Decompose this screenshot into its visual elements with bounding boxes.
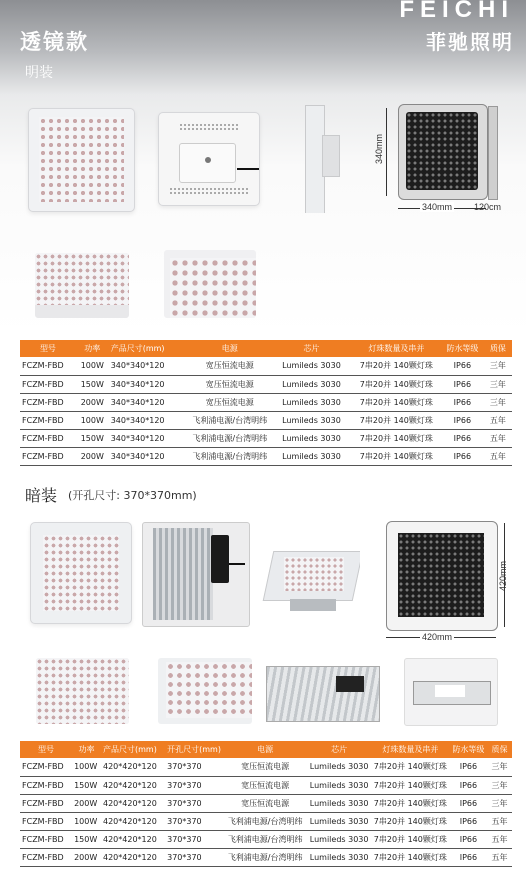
dimension-drawing-recessed bbox=[380, 517, 520, 647]
table-header-cell: 电源 bbox=[257, 745, 274, 754]
dimension-height-surface: 340mm bbox=[374, 133, 385, 165]
table-cell: Lumileds 3030 bbox=[307, 776, 371, 794]
table-cell: Lumileds 3030 bbox=[271, 375, 351, 393]
table-cell: 7串20并 140颗灯珠 bbox=[352, 357, 441, 375]
table-row bbox=[20, 393, 512, 411]
product-photo-recessed-front bbox=[30, 522, 132, 624]
product-detail-photo-5 bbox=[260, 660, 384, 726]
table-cell: 宽压恒流电源 bbox=[188, 357, 271, 375]
table-cell: 340*340*120 bbox=[109, 429, 189, 447]
table-cell: 五年 bbox=[484, 447, 512, 465]
table-cell: FCZM-FBD bbox=[20, 794, 72, 812]
table-cell: 宽压恒流电源 bbox=[223, 794, 307, 812]
table-cell: IP66 bbox=[441, 357, 484, 375]
table-header-cell: 芯片 bbox=[331, 745, 348, 754]
table-cell: 三年 bbox=[484, 375, 512, 393]
table-cell: FCZM-FBD bbox=[20, 447, 76, 465]
table-cell: 五年 bbox=[484, 411, 512, 429]
section-title-recessed: 暗装 bbox=[25, 486, 58, 505]
table-cell: 五年 bbox=[487, 848, 512, 866]
table-cell: 宽压恒流电源 bbox=[223, 776, 307, 794]
table-cell: 7串20并 140颗灯珠 bbox=[352, 393, 441, 411]
table-cell: 420*420*120 bbox=[101, 848, 165, 866]
table-cell: FCZM-FBD bbox=[20, 812, 72, 830]
table-cell: 三年 bbox=[484, 393, 512, 411]
table-cell: Lumileds 3030 bbox=[307, 794, 371, 812]
table-cell: IP66 bbox=[450, 830, 487, 848]
table-cell: Lumileds 3030 bbox=[271, 411, 351, 429]
table-cell: 五年 bbox=[487, 812, 512, 830]
table-cell: 150W bbox=[72, 776, 101, 794]
table-header-cell: 开孔尺寸(mm) bbox=[167, 745, 221, 754]
table-cell: IP66 bbox=[450, 794, 487, 812]
table-cell: FCZM-FBD bbox=[20, 429, 76, 447]
table-cell: 420*420*120 bbox=[101, 776, 165, 794]
table-cell: 370*370 bbox=[165, 758, 223, 776]
table-cell: FCZM-FBD bbox=[20, 393, 76, 411]
table-row bbox=[20, 794, 512, 812]
table-cell: 340*340*120 bbox=[109, 357, 189, 375]
table-cell: FCZM-FBD bbox=[20, 758, 72, 776]
dimension-drawing-surface bbox=[374, 100, 520, 220]
table-cell: Lumileds 3030 bbox=[271, 447, 351, 465]
table-row bbox=[20, 411, 512, 429]
table-cell: 7串20并 140颗灯珠 bbox=[352, 375, 441, 393]
table-cell: 100W bbox=[76, 357, 109, 375]
table-cell: 飞利浦电源/台湾明纬 bbox=[188, 411, 271, 429]
table-cell: 宽压恒流电源 bbox=[223, 758, 307, 776]
table-cell: 200W bbox=[72, 848, 101, 866]
table-cell: 200W bbox=[72, 794, 101, 812]
dimension-width-recessed: 420mm bbox=[422, 632, 453, 642]
product-photo-side bbox=[300, 105, 340, 213]
table-cell: Lumileds 3030 bbox=[307, 758, 371, 776]
table-cell: Lumileds 3030 bbox=[307, 812, 371, 830]
table-cell: 飞利浦电源/台湾明纬 bbox=[188, 429, 271, 447]
table-header-cell: 灯珠数量及串并 bbox=[382, 745, 439, 754]
table-header-cell: 防水等级 bbox=[446, 344, 479, 353]
table-row bbox=[20, 375, 512, 393]
table-cell: 370*370 bbox=[165, 794, 223, 812]
product-detail-photo-1 bbox=[35, 253, 129, 318]
table-cell: 五年 bbox=[487, 830, 512, 848]
table-cell: FCZM-FBD bbox=[20, 830, 72, 848]
table-header-cell: 型号 bbox=[39, 344, 56, 353]
table-cell: 370*370 bbox=[165, 830, 223, 848]
table-cell: 420*420*120 bbox=[101, 830, 165, 848]
table-cell: 370*370 bbox=[165, 812, 223, 830]
table-cell: IP66 bbox=[441, 447, 484, 465]
table-header-row bbox=[20, 340, 512, 357]
table-cell: 7串20并 140颗灯珠 bbox=[371, 848, 450, 866]
table-cell: IP66 bbox=[450, 776, 487, 794]
table-row bbox=[20, 758, 512, 776]
table-cell: Lumileds 3030 bbox=[271, 429, 351, 447]
table-cell: Lumileds 3030 bbox=[307, 830, 371, 848]
table-cell: IP66 bbox=[450, 848, 487, 866]
dimension-depth-surface: 120cm bbox=[474, 202, 502, 212]
product-detail-photo-2 bbox=[164, 250, 256, 318]
page-title: 透镜款 bbox=[20, 30, 89, 54]
table-cell: 三年 bbox=[484, 357, 512, 375]
table-cell: Lumileds 3030 bbox=[271, 393, 351, 411]
table-cell: 三年 bbox=[487, 758, 512, 776]
table-cell: 三年 bbox=[487, 776, 512, 794]
table-cell: IP66 bbox=[441, 429, 484, 447]
table-cell: 宽压恒流电源 bbox=[188, 375, 271, 393]
table-cell: 100W bbox=[76, 411, 109, 429]
table-cell: 340*340*120 bbox=[109, 375, 189, 393]
table-cell: 7串20并 140颗灯珠 bbox=[352, 429, 441, 447]
spec-table-surface bbox=[20, 340, 512, 466]
table-row bbox=[20, 848, 512, 866]
product-detail-photo-4 bbox=[158, 658, 252, 724]
table-header-cell: 功率 bbox=[84, 344, 101, 353]
table-cell: 340*340*120 bbox=[109, 393, 189, 411]
table-cell: 飞利浦电源/台湾明纬 bbox=[223, 830, 307, 848]
brand-logo-cn: 菲驰照明 bbox=[426, 30, 514, 54]
table-row bbox=[20, 429, 512, 447]
table-cell: 飞利浦电源/台湾明纬 bbox=[188, 447, 271, 465]
table-cell: 7串20并 140颗灯珠 bbox=[371, 794, 450, 812]
table-cell: 宽压恒流电源 bbox=[188, 393, 271, 411]
table-cell: 7串20并 140颗灯珠 bbox=[371, 776, 450, 794]
table-cell: 100W bbox=[72, 812, 101, 830]
table-cell: 7串20并 140颗灯珠 bbox=[352, 447, 441, 465]
table-row bbox=[20, 776, 512, 794]
table-header-cell: 型号 bbox=[38, 745, 55, 754]
table-cell: IP66 bbox=[441, 393, 484, 411]
table-header-cell: 产品尺寸(mm) bbox=[103, 745, 157, 754]
table-cell: 7串20并 140颗灯珠 bbox=[371, 812, 450, 830]
table-cell: 150W bbox=[72, 830, 101, 848]
spec-table-recessed bbox=[20, 741, 512, 867]
table-cell: 200W bbox=[76, 393, 109, 411]
table-cell: 370*370 bbox=[165, 848, 223, 866]
table-header-cell: 质保 bbox=[491, 745, 508, 754]
table-cell: 五年 bbox=[484, 429, 512, 447]
cutout-size-note: (开孔尺寸: 370*370mm) bbox=[68, 489, 197, 502]
table-cell: IP66 bbox=[450, 758, 487, 776]
table-cell: FCZM-FBD bbox=[20, 776, 72, 794]
table-cell: 150W bbox=[76, 375, 109, 393]
dimension-width-surface: 340mm bbox=[422, 202, 453, 212]
table-cell: Lumileds 3030 bbox=[307, 848, 371, 866]
table-cell: 飞利浦电源/台湾明纬 bbox=[223, 812, 307, 830]
table-cell: 420*420*120 bbox=[101, 812, 165, 830]
table-cell: 340*340*120 bbox=[109, 447, 189, 465]
table-cell: Lumileds 3030 bbox=[271, 357, 351, 375]
table-cell: 7串20并 140颗灯珠 bbox=[352, 411, 441, 429]
table-header-cell: 芯片 bbox=[303, 344, 320, 353]
table-cell: 7串20并 140颗灯珠 bbox=[371, 758, 450, 776]
brand-logo-latin: FEICHI bbox=[399, 0, 514, 23]
table-header-cell: 灯珠数量及串并 bbox=[368, 344, 425, 353]
product-photo-recessed-angle bbox=[260, 547, 360, 615]
product-photo-recessed-back bbox=[142, 522, 250, 627]
table-cell: FCZM-FBD bbox=[20, 411, 76, 429]
table-row bbox=[20, 447, 512, 465]
table-cell: 420*420*120 bbox=[101, 758, 165, 776]
table-header-row bbox=[20, 741, 512, 758]
table-cell: 370*370 bbox=[165, 776, 223, 794]
table-cell: FCZM-FBD bbox=[20, 357, 76, 375]
dimension-height-recessed: 420mm bbox=[498, 560, 509, 592]
table-cell: IP66 bbox=[441, 411, 484, 429]
table-cell: 7串20并 140颗灯珠 bbox=[371, 830, 450, 848]
table-row bbox=[20, 357, 512, 375]
table-cell: 100W bbox=[72, 758, 101, 776]
product-detail-photo-6 bbox=[404, 658, 498, 726]
table-cell: 150W bbox=[76, 429, 109, 447]
product-photo-front bbox=[28, 108, 135, 212]
table-header-cell: 功率 bbox=[78, 745, 95, 754]
table-header-cell: 产品尺寸(mm) bbox=[110, 344, 165, 353]
table-header-cell: 质保 bbox=[489, 344, 506, 353]
table-cell: 340*340*120 bbox=[109, 411, 189, 429]
table-cell: IP66 bbox=[441, 375, 484, 393]
table-cell: IP66 bbox=[450, 812, 487, 830]
table-cell: FCZM-FBD bbox=[20, 848, 72, 866]
table-cell: 三年 bbox=[487, 794, 512, 812]
table-row bbox=[20, 830, 512, 848]
table-cell: 飞利浦电源/台湾明纬 bbox=[223, 848, 307, 866]
table-cell: FCZM-FBD bbox=[20, 375, 76, 393]
table-header-cell: 电源 bbox=[221, 344, 238, 353]
table-cell: 420*420*120 bbox=[101, 794, 165, 812]
product-detail-photo-3 bbox=[36, 658, 129, 724]
product-photo-back bbox=[158, 112, 260, 206]
section-title-surface: 明装 bbox=[25, 65, 53, 81]
table-header-cell: 防水等级 bbox=[452, 745, 485, 754]
table-cell: 200W bbox=[76, 447, 109, 465]
table-row bbox=[20, 812, 512, 830]
